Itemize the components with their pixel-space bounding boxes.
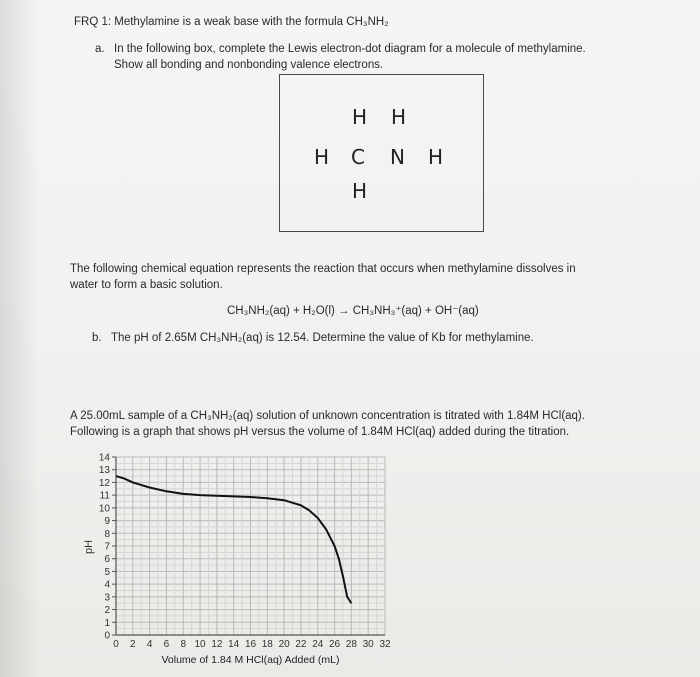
x-tick-label: 20 bbox=[278, 639, 290, 650]
lewis-h-top-right: H bbox=[391, 105, 407, 129]
y-tick-label: 5 bbox=[104, 566, 110, 578]
lewis-carbon: C bbox=[351, 145, 365, 169]
equation-intro-2: water to form a basic solution. bbox=[70, 279, 223, 291]
x-tick-label: 30 bbox=[362, 639, 374, 650]
part-b-text: The pH of 2.65M CH₃NH₂(aq) is 12.54. Determine the value of Kb for methylamine. bbox=[111, 332, 534, 344]
y-tick-label: 9 bbox=[104, 516, 110, 528]
lewis-nitrogen: N bbox=[390, 145, 405, 169]
y-axis-label: pH bbox=[83, 539, 95, 554]
y-tick-label: 1 bbox=[104, 617, 110, 629]
titration-line2: Following is a graph that shows pH versus the volume of 1.84M HCl(aq) added during the titration. bbox=[70, 426, 570, 438]
y-tick-label: 8 bbox=[104, 528, 110, 540]
part-a-line1: In the following box, complete the Lewis electron-dot diagram for a molecule of methylamine. bbox=[114, 43, 586, 55]
part-b-label: b. bbox=[92, 332, 102, 344]
x-tick-label: 2 bbox=[130, 639, 136, 650]
part-a-label: a. bbox=[95, 43, 105, 55]
y-tick-label: 4 bbox=[104, 579, 110, 591]
x-tick-labels bbox=[113, 639, 391, 650]
page-shadow bbox=[0, 0, 40, 677]
y-tick-labels bbox=[99, 453, 116, 642]
x-tick-label: 10 bbox=[194, 639, 206, 650]
y-tick-label: 13 bbox=[98, 465, 110, 477]
y-tick-label: 6 bbox=[104, 554, 110, 566]
y-tick-label: 14 bbox=[98, 452, 110, 464]
x-tick-label: 12 bbox=[211, 639, 223, 650]
y-tick-label: 2 bbox=[104, 605, 110, 617]
x-tick-label: 0 bbox=[113, 639, 119, 650]
x-tick-label: 16 bbox=[244, 639, 257, 650]
x-tick-label: 8 bbox=[180, 639, 187, 650]
x-tick-label: 24 bbox=[312, 639, 324, 650]
x-tick-label: 28 bbox=[345, 639, 357, 650]
x-axis-label: Volume of 1.84 M HCl(aq) Added (mL) bbox=[161, 654, 340, 666]
y-tick-label: 3 bbox=[104, 592, 110, 604]
titration-line1: A 25.00mL sample of a CH₃NH₂(aq) solution of unknown concentration is titrated with 1.84M HCl(aq). bbox=[70, 410, 585, 422]
lewis-h-left: H bbox=[314, 145, 330, 169]
chemical-equation: CH₃NH₂(aq) + H₂O(l) → CH₃NH₃⁺(aq) + OH⁻(aq) bbox=[227, 305, 479, 317]
x-tick-label: 6 bbox=[163, 639, 170, 650]
x-tick-label: 22 bbox=[295, 639, 307, 650]
lewis-diagram-box[interactable] bbox=[279, 74, 484, 232]
y-tick-label: 10 bbox=[98, 503, 110, 515]
titration-chart bbox=[70, 445, 410, 677]
x-tick-label: 18 bbox=[261, 639, 273, 650]
x-tick-label: 4 bbox=[146, 639, 153, 650]
lewis-h-right: H bbox=[428, 145, 444, 169]
chart-grid bbox=[116, 457, 385, 635]
y-tick-label: 7 bbox=[104, 541, 110, 553]
part-a-line2: Show all bonding and nonbonding valence electrons. bbox=[114, 59, 384, 71]
y-tick-label: 11 bbox=[99, 490, 110, 502]
equation-intro-1: The following chemical equation represents the reaction that occurs when methylamine dissolves in bbox=[70, 263, 576, 275]
frq-title: FRQ 1: Methylamine is a weak base with the formula CH₃NH₂ bbox=[74, 16, 389, 28]
lewis-h-top-left: H bbox=[352, 105, 368, 129]
x-tick-label: 26 bbox=[329, 639, 341, 650]
x-tick-label: 32 bbox=[379, 639, 391, 650]
lewis-h-bottom: H bbox=[352, 179, 368, 203]
y-tick-label: 0 bbox=[104, 630, 110, 642]
x-tick-label: 14 bbox=[228, 639, 240, 650]
y-tick-label: 12 bbox=[98, 477, 110, 489]
